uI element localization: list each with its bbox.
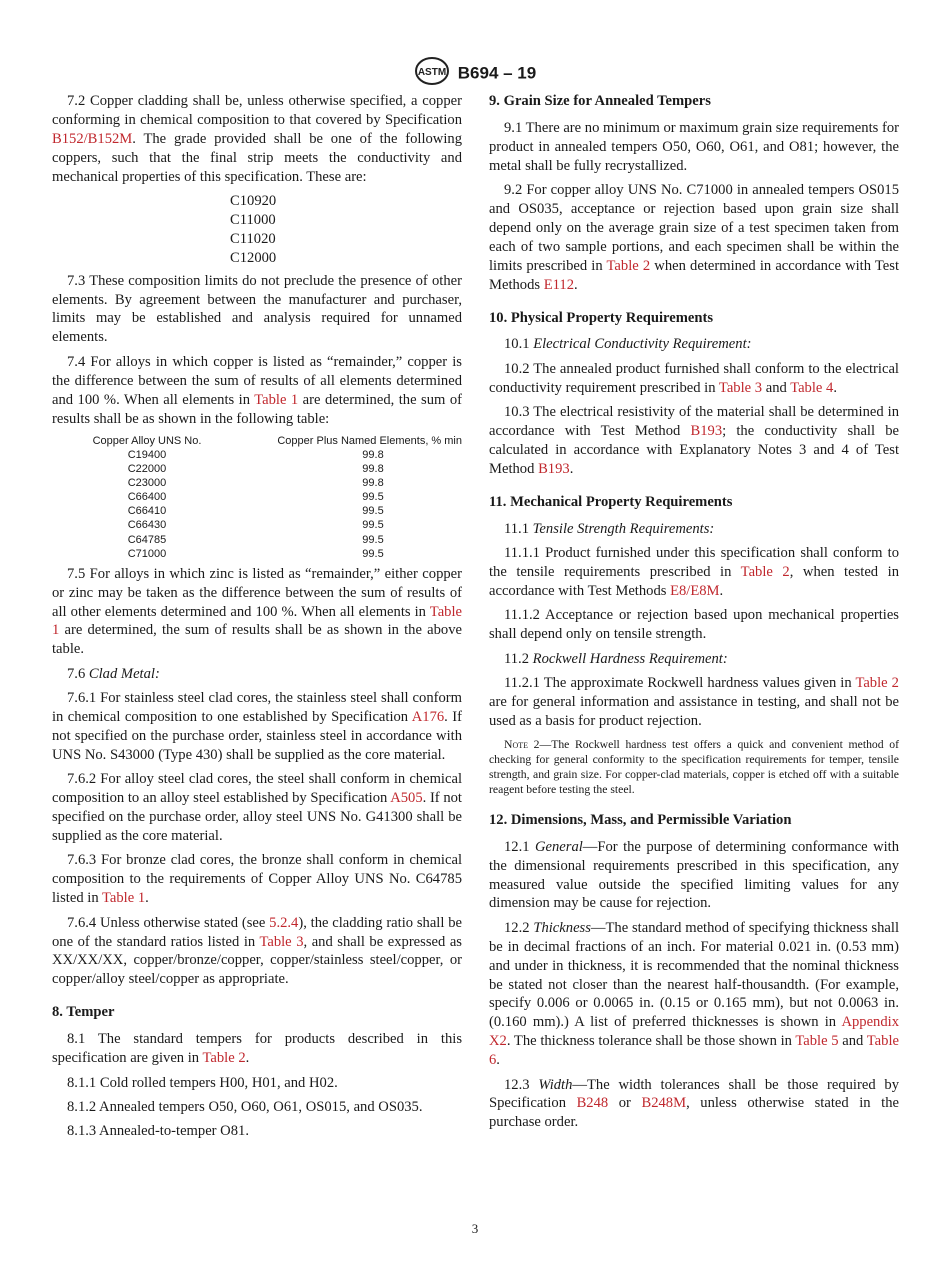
table-cell: 99.5 [362, 505, 384, 518]
table-cell: C66410 [127, 505, 167, 518]
text-run: 9.2 For copper alloy UNS No. C71000 in annealed tempers OS015 and OS035, acceptance or rejection based upon grain size shall depend only on the average grain size of a test specimen taken from each of two sample portions, and each specimen shall be within the limits prescribed in [489, 182, 899, 274]
text-run: 11.2.1 The approximate Rockwell hardness values given in [504, 675, 856, 692]
paragraph [52, 1030, 462, 1068]
text-run: 8.1.1 Cold rolled tempers H00, H01, and H02. [67, 1074, 338, 1091]
table-cell: 99.8 [362, 463, 384, 476]
paragraph [52, 1098, 462, 1117]
copper-grade-list [230, 192, 462, 268]
table-cell: C66400 [127, 491, 167, 504]
text-run: . [574, 276, 578, 293]
text-run: ; the conductivity shall be calculated in accordance with Explanatory Notes 3 and 4 of Test Method [489, 423, 899, 477]
reference-link[interactable]: Table 4 [790, 379, 834, 396]
text-run: 7.5 For alloys in which zinc is listed as “remainder,” either copper or zinc may be taken as the difference between the sum of results of all other elements determined and 100 %. When all elements in [52, 565, 462, 620]
text-run: . If not specified on the purchase order, alloy steel UNS No. G41300 shall be supplied as the core material. [52, 790, 462, 845]
column-header: Copper Alloy UNS No. [92, 434, 202, 447]
reference-link[interactable]: B193 [538, 460, 570, 477]
text-run: 7.4 For alloys in which copper is listed as “remainder,” copper is the difference between the sum of results of all elements determined and 100 %. When all elements in [52, 353, 462, 408]
text-run: 9.1 There are no minimum or maximum grain size requirements for product in annealed tempers O50, O60, O61, and O81; however, the metal shall be fully recrystallized. [489, 119, 899, 174]
text-run: 11.2 [504, 650, 533, 667]
table-cell: 99.5 [362, 491, 384, 504]
reference-link[interactable]: B152/B152M [52, 130, 133, 147]
table-cell: C23000 [127, 477, 167, 490]
table-row [52, 533, 462, 547]
paragraph [52, 914, 462, 990]
table-cell: 99.5 [362, 519, 384, 532]
paragraph [489, 335, 899, 354]
paragraph [52, 851, 462, 908]
text-run: ), the cladding ratio shall be one of the standard ratios listed in [52, 914, 462, 950]
italic-subheading: Width [538, 1076, 573, 1093]
text-run: . [245, 1050, 250, 1067]
reference-link[interactable]: B248 [576, 1095, 609, 1112]
column-header: Copper Plus Named Elements, % min [277, 434, 462, 447]
paragraph [52, 92, 462, 187]
text-run: 11.1.1 Product furnished under this specification shall conform to the tensile requirements prescribed in [489, 545, 899, 581]
paragraph [489, 606, 899, 644]
text-run: 7.6.1 For stainless steel clad cores, the stainless steel shall conform in chemical composition to one established by Specification [52, 690, 462, 726]
text-run: are determined, the sum of results shall be as shown in the following table: [52, 391, 462, 427]
page-number: 3 [471, 1221, 479, 1236]
table-cell: 99.8 [362, 449, 384, 461]
reference-link[interactable]: Table 2 [855, 675, 899, 692]
reference-link[interactable]: Table 1 [52, 603, 462, 639]
text-run: . [833, 379, 837, 396]
paragraph [489, 838, 899, 914]
paragraph [52, 353, 462, 429]
paragraph [489, 360, 899, 398]
list-item: C10920 [230, 193, 277, 210]
italic-subheading: Thickness [533, 919, 591, 936]
paragraph [489, 1076, 899, 1133]
text-run: 7.6.4 Unless otherwise stated (see [67, 914, 270, 931]
paragraph [52, 770, 462, 846]
note [489, 737, 899, 797]
text-run: 7.6 [67, 665, 89, 682]
paragraph [52, 1122, 462, 1141]
reference-link[interactable]: E8/E8M [670, 582, 720, 599]
table-cell: 99.5 [362, 533, 384, 546]
section-heading: 12. Dimensions, Mass, and Permissible Variation [489, 811, 792, 828]
paragraph [489, 181, 899, 294]
section-heading: 11. Mechanical Property Requirements [489, 493, 733, 510]
text-run: are determined, the sum of results shall be as shown in the above table. [52, 622, 462, 658]
italic-subheading: Rockwell Hardness Requirement: [532, 650, 728, 667]
italic-subheading: Electrical Conductivity Requirement: [533, 336, 752, 353]
paragraph [52, 565, 462, 660]
text-run: 2—The Rockwell hardness test offers a quick and convenient method of checking for general conformity to the specification requirements for temper, tensile strength, and grain size. For copper-clad materials, copper is etched off with a suitable reagent before testing the steel. [489, 737, 899, 796]
text-run: or [608, 1095, 642, 1112]
reference-link[interactable]: Table 2 [202, 1050, 246, 1067]
text-run: —For the purpose of determining conformance with the dimensional requirements prescribed in this specification, any measured value outside the specified limiting values for any dimension may be cause for rejection. [489, 838, 900, 912]
paragraph [489, 544, 899, 601]
table-cell: C19400 [127, 449, 167, 461]
text-run: 11.1 [504, 520, 533, 537]
table-cell: C64785 [127, 533, 167, 546]
table-header-row [52, 434, 462, 448]
paragraph [52, 665, 462, 684]
text-run: 8.1.2 Annealed tempers O50, O60, O61, OS015, and OS035. [67, 1098, 423, 1115]
table-row [52, 547, 462, 561]
text-run: 7.2 Copper cladding shall be, unless otherwise specified, a copper conforming in chemical composition to that covered by Specification [52, 93, 462, 128]
text-run: —The width tolerances shall be those required by Specification [489, 1076, 900, 1112]
table-cell: C71000 [127, 547, 167, 560]
table-cell: 99.8 [362, 477, 384, 490]
italic-subheading: General [534, 838, 583, 855]
reference-link[interactable]: Table 1 [254, 391, 299, 408]
reference-link[interactable]: Table 2 [740, 564, 790, 581]
paragraph [489, 919, 899, 1070]
text-run: 8.1.3 Annealed-to-temper O81. [67, 1123, 249, 1140]
text-run: . If not specified on the purchase order, stainless steel in accordance with UNS No. S43000 (Type 430) shall be supplied as the core material. [52, 709, 462, 763]
table-row [52, 490, 462, 504]
text-run: and [838, 1033, 867, 1050]
reference-link[interactable]: B193 [690, 423, 723, 440]
text-run: 8.1 The standard tempers for products described in this specification are given in [52, 1031, 462, 1067]
text-run: 12.2 [504, 919, 534, 936]
reference-link[interactable]: B248M [641, 1095, 687, 1112]
text-run: . [145, 890, 149, 907]
standard-designation: B694 – 19 [457, 63, 537, 83]
text-run: 12.3 [504, 1076, 539, 1093]
text-run: 7.6.2 For alloy steel clad cores, the steel shall conform in chemical composition to an alloy steel established by Specification [52, 771, 462, 807]
text-run: . [719, 582, 724, 599]
reference-link[interactable]: Table 6 [489, 1033, 899, 1069]
paragraph [489, 674, 899, 731]
text-run: , unless otherwise stated in the purchase order. [489, 1095, 899, 1131]
text-run: 10.3 The electrical resistivity of the material shall be determined in accordance with Test Method [489, 404, 899, 440]
text-run: 10.2 The annealed product furnished shall conform to the electrical conductivity requirement prescribed in [489, 360, 899, 396]
text-run: and [762, 379, 791, 396]
reference-link[interactable]: 5.2.4 [269, 914, 299, 931]
list-item: C11000 [230, 211, 276, 228]
reference-link[interactable]: Table 3 [718, 379, 763, 396]
reference-link[interactable]: A505 [390, 790, 423, 807]
table-row [52, 448, 462, 462]
section-heading: 8. Temper [52, 1004, 115, 1021]
list-item: C12000 [230, 249, 277, 266]
table-row [52, 518, 462, 532]
text-run: 11.1.2 Acceptance or rejection based upon mechanical properties shall depend only on tensile strength. [489, 607, 899, 643]
svg-text:ASTM: ASTM [417, 67, 446, 78]
reference-link[interactable]: A176 [411, 709, 445, 726]
left-column [52, 92, 462, 1147]
text-run: are for general information and assistance in testing, and shall not be used as a basis for product rejection. [489, 693, 899, 729]
paragraph [489, 403, 899, 479]
paragraph [52, 272, 462, 348]
table-cell: 99.5 [362, 547, 384, 560]
reference-link[interactable]: Table 2 [606, 257, 651, 274]
paragraph [489, 119, 899, 176]
text-run: . The thickness tolerance shall be those shown in [506, 1033, 796, 1050]
text-run: 10.1 [504, 336, 534, 353]
astm-logo-icon [414, 56, 450, 91]
section-heading: 9. Grain Size for Annealed Tempers [489, 93, 711, 109]
text-run: when determined in accordance with Test Methods [489, 257, 899, 293]
table-cell: C22000 [127, 463, 167, 476]
text-run: . The grade provided shall be one of the following coppers, such that the final strip meets the conductivity and mechanical properties of this specification. These are: [52, 130, 462, 185]
text-run: , and shall be expressed as XX/XX/XX, copper/bronze/copper, copper/stainless steel/copper, or copper/alloy steel/copper as appropriate. [52, 933, 462, 988]
paragraph [489, 520, 899, 539]
reference-link[interactable]: Table 1 [102, 890, 146, 907]
text-run: 7.3 These composition limits do not preclude the presence of other elements. By agreement between the manufacturer and purchaser, limits may be established and analysis required for unnamed elements. [52, 272, 462, 346]
text-run: . [569, 460, 574, 477]
reference-link[interactable]: Appendix X2 [489, 1014, 899, 1050]
table-cell: C66430 [127, 519, 167, 532]
table-row [52, 504, 462, 518]
text-run: 12.1 [504, 838, 535, 855]
paragraph [489, 650, 899, 669]
paragraph [52, 689, 462, 765]
table-row [52, 476, 462, 490]
text-run: —The standard method of specifying thickness shall be in decimal fractions of an inch. For material 0.021 in. (0.53 mm) and under in thickness, it is recommended that the nominal thickness be stated not closer than the nearest half-thousandth. (For example, specify 0.006 or 0.0065 in. (0.15 or 0.165 mm), but not 0.0063 in. (0.160 mm).) A list of preferred thicknesses is shown in [489, 919, 900, 1031]
reference-link[interactable]: Table 3 [259, 933, 304, 950]
text-run: , when tested in accordance with Test Methods [489, 564, 899, 599]
text-run: . [496, 1052, 500, 1069]
section-heading: 10. Physical Property Requirements [489, 309, 714, 326]
text-run: 7.6.3 For bronze clad cores, the bronze shall conform in chemical composition to the requirements of Copper Alloy UNS No. C64785 listed in [52, 852, 462, 907]
list-item: C11020 [230, 230, 276, 247]
italic-subheading: Clad Metal: [88, 665, 160, 682]
note-label: Note [504, 737, 528, 751]
reference-link[interactable]: E112 [543, 276, 574, 293]
paragraph [52, 1074, 462, 1093]
italic-subheading: Tensile Strength Requirements: [532, 520, 715, 537]
reference-link[interactable]: Table 5 [795, 1033, 839, 1050]
composition-table [52, 434, 462, 561]
table-row [52, 462, 462, 476]
right-column [489, 92, 899, 1138]
page-header [0, 56, 950, 91]
